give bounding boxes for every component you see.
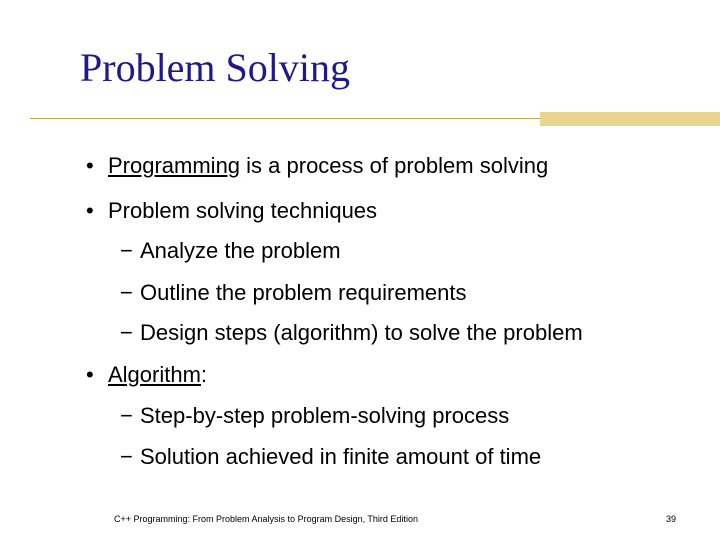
bullet-techniques	[86, 198, 686, 224]
sub-bullet	[120, 320, 700, 346]
term-programming: Programming	[108, 153, 241, 178]
sub-bullet-text: Outline the problem requirements	[140, 280, 467, 305]
bullet-algorithm	[86, 362, 386, 388]
bullet-marker: •	[86, 153, 94, 178]
sub-bullet-text: Design steps (algorithm) to solve the problem	[140, 320, 583, 345]
sub-bullet-text: Solution achieved in finite amount of time	[140, 444, 542, 469]
sub-bullet	[120, 238, 680, 264]
bullet-text: Problem solving techniques	[108, 198, 378, 223]
bullet-marker: •	[86, 198, 94, 223]
footer-source: C++ Programming: From Problem Analysis to Program Design, Third Edition	[114, 514, 418, 524]
slide-title: Problem Solving	[80, 45, 351, 90]
sub-bullet	[120, 403, 680, 429]
bullet-text: :	[200, 362, 208, 387]
bullet-text: is a process of problem solving	[240, 153, 549, 178]
sub-bullet	[120, 280, 680, 306]
bullet-programming	[86, 153, 686, 179]
dash-marker: −	[120, 238, 133, 263]
dash-marker: −	[120, 320, 133, 345]
dash-marker: −	[120, 280, 133, 305]
title-rule-accent	[540, 112, 720, 126]
bullet-marker: •	[86, 362, 94, 387]
sub-bullet-text: Step-by-step problem-solving process	[140, 403, 510, 428]
dash-marker: −	[120, 444, 133, 469]
term-algorithm: Algorithm	[108, 362, 201, 387]
page-number: 39	[666, 514, 677, 524]
sub-bullet	[120, 444, 680, 470]
sub-bullet-text: Analyze the problem	[140, 238, 341, 263]
dash-marker: −	[120, 403, 133, 428]
